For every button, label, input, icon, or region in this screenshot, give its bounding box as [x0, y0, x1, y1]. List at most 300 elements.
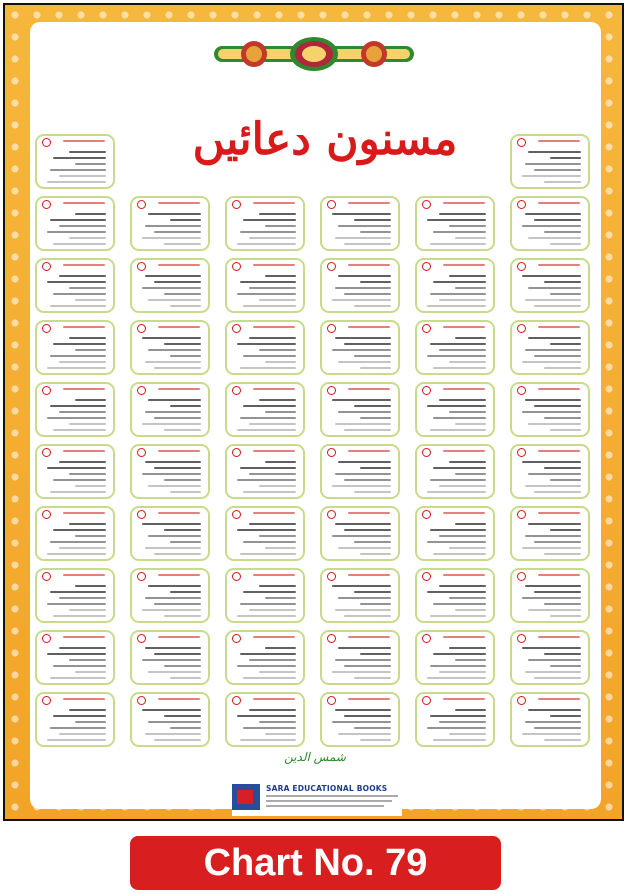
card-text-line: [522, 733, 581, 735]
card-number-icon: [42, 324, 51, 333]
card-text-line: [47, 231, 106, 233]
card-text-line: [59, 547, 106, 549]
chart-number-label: Chart No. 79: [203, 841, 428, 884]
card-text-line: [47, 281, 106, 283]
card-text-line: [53, 343, 106, 345]
card-text-line: [332, 485, 391, 487]
card-text-line: [455, 523, 486, 525]
card-text-line: [69, 237, 106, 239]
card-text-line: [142, 237, 201, 239]
card-text-line: [75, 721, 106, 723]
chart-number-badge: [130, 836, 501, 890]
card-text-line: [240, 231, 296, 233]
card-text-line: [433, 739, 486, 741]
publisher-logo-icon: [232, 784, 260, 810]
card-text-line: [338, 597, 391, 599]
card-heading-line: [63, 326, 105, 328]
card-text-line: [439, 485, 486, 487]
dua-card: [35, 258, 115, 313]
card-text-line: [335, 709, 391, 711]
card-text-line: [354, 305, 391, 307]
card-text-line: [240, 281, 296, 283]
card-text-line: [525, 163, 581, 165]
dua-card: [320, 320, 400, 375]
card-text-line: [335, 659, 391, 661]
card-text-line: [148, 671, 201, 673]
card-text-line: [544, 181, 581, 183]
card-heading-line: [253, 450, 295, 452]
card-text-line: [69, 337, 106, 339]
card-text-line: [145, 547, 201, 549]
card-text-line: [550, 715, 581, 717]
card-text-line: [335, 523, 391, 525]
card-text-line: [145, 647, 201, 649]
card-text-line: [550, 243, 581, 245]
card-text-line: [75, 213, 106, 215]
card-heading-line: [443, 326, 485, 328]
card-heading-line: [348, 698, 390, 700]
dua-card: [35, 134, 115, 189]
card-text-line: [550, 429, 581, 431]
card-heading-line: [538, 574, 580, 576]
card-text-line: [354, 677, 391, 679]
card-text-line: [449, 361, 486, 363]
card-text-line: [47, 367, 106, 369]
card-number-icon: [517, 696, 526, 705]
dua-card: [510, 568, 590, 623]
card-number-icon: [422, 200, 431, 209]
card-text-line: [259, 485, 296, 487]
card-text-line: [360, 653, 391, 655]
card-text-line: [148, 721, 201, 723]
card-text-line: [154, 281, 201, 283]
card-text-line: [525, 721, 581, 723]
card-number-icon: [327, 262, 336, 271]
card-heading-line: [443, 388, 485, 390]
card-text-line: [164, 243, 201, 245]
card-heading-line: [348, 388, 390, 390]
card-text-line: [243, 491, 296, 493]
card-text-line: [59, 175, 106, 177]
card-text-line: [142, 287, 201, 289]
card-text-line: [259, 299, 296, 301]
card-heading-line: [158, 574, 200, 576]
card-text-line: [528, 659, 581, 661]
card-text-line: [170, 541, 201, 543]
card-text-line: [142, 473, 201, 475]
card-text-line: [522, 411, 581, 413]
dua-card: [130, 568, 210, 623]
card-text-line: [528, 523, 581, 525]
card-text-line: [525, 299, 581, 301]
card-number-icon: [232, 386, 241, 395]
dua-card: [130, 320, 210, 375]
dua-card: [130, 382, 210, 437]
card-text-line: [170, 305, 201, 307]
card-text-line: [455, 237, 486, 239]
card-text-line: [338, 547, 391, 549]
card-text-line: [237, 615, 296, 617]
card-heading-line: [158, 512, 200, 514]
card-text-line: [534, 491, 581, 493]
card-text-line: [170, 219, 201, 221]
card-heading-line: [443, 264, 485, 266]
card-heading-line: [538, 698, 580, 700]
card-text-line: [53, 293, 106, 295]
card-number-icon: [517, 138, 526, 147]
dua-card: [130, 444, 210, 499]
dua-card: [510, 134, 590, 189]
poster-sheet: [30, 22, 601, 809]
card-text-line: [53, 479, 106, 481]
poster-frame: [3, 3, 624, 821]
card-text-line: [522, 547, 581, 549]
card-text-line: [69, 473, 106, 475]
dua-card: [225, 692, 305, 747]
card-text-line: [145, 597, 201, 599]
card-text-line: [148, 299, 201, 301]
card-number-icon: [517, 448, 526, 457]
card-text-line: [430, 615, 486, 617]
card-number-icon: [517, 324, 526, 333]
card-heading-line: [158, 202, 200, 204]
card-text-line: [544, 281, 581, 283]
card-number-icon: [422, 634, 431, 643]
dua-card: [35, 506, 115, 561]
card-text-line: [53, 429, 106, 431]
card-text-line: [75, 485, 106, 487]
card-text-line: [544, 367, 581, 369]
artist-signature: شمس الدین: [284, 750, 346, 764]
card-text-line: [164, 529, 201, 531]
card-text-line: [265, 597, 296, 599]
card-text-line: [53, 529, 106, 531]
dua-card: [320, 382, 400, 437]
dua-card: [510, 506, 590, 561]
ornament-icon: [214, 36, 414, 72]
card-number-icon: [517, 200, 526, 209]
dua-card: [320, 196, 400, 251]
card-text-line: [50, 405, 106, 407]
card-text-line: [534, 219, 581, 221]
card-text-line: [525, 349, 581, 351]
card-text-line: [522, 361, 581, 363]
card-text-line: [265, 225, 296, 227]
card-heading-line: [348, 512, 390, 514]
card-text-line: [455, 423, 486, 425]
dua-card: [35, 568, 115, 623]
dua-card: [415, 630, 495, 685]
dua-card: [225, 568, 305, 623]
dua-card: [510, 320, 590, 375]
card-number-icon: [137, 696, 146, 705]
card-number-icon: [42, 572, 51, 581]
card-text-line: [59, 275, 106, 277]
card-number-icon: [422, 572, 431, 581]
publisher-name: SARA EDUCATIONAL BOOKS: [266, 784, 388, 793]
card-number-icon: [232, 200, 241, 209]
card-text-line: [335, 287, 391, 289]
card-text-line: [360, 553, 391, 555]
card-text-line: [550, 157, 581, 159]
card-heading-line: [443, 574, 485, 576]
card-text-line: [69, 709, 106, 711]
card-text-line: [427, 677, 486, 679]
card-text-line: [360, 231, 391, 233]
card-text-line: [528, 237, 581, 239]
card-heading-line: [253, 512, 295, 514]
card-text-line: [449, 411, 486, 413]
card-heading-line: [253, 202, 295, 204]
card-text-line: [53, 665, 106, 667]
card-text-line: [360, 467, 391, 469]
card-heading-line: [253, 574, 295, 576]
card-text-line: [164, 715, 201, 717]
card-text-line: [332, 399, 391, 401]
dua-card: [35, 382, 115, 437]
card-heading-line: [538, 450, 580, 452]
card-text-line: [50, 491, 106, 493]
card-text-line: [433, 467, 486, 469]
card-heading-line: [253, 388, 295, 390]
card-heading-line: [538, 512, 580, 514]
card-text-line: [249, 659, 296, 661]
card-text-line: [550, 293, 581, 295]
card-text-line: [338, 411, 391, 413]
card-text-line: [237, 479, 296, 481]
card-number-icon: [327, 200, 336, 209]
card-text-line: [154, 467, 201, 469]
card-text-line: [360, 367, 391, 369]
card-number-icon: [327, 572, 336, 581]
card-number-icon: [422, 510, 431, 519]
card-text-line: [427, 219, 486, 221]
card-text-line: [332, 585, 391, 587]
card-text-line: [534, 405, 581, 407]
card-heading-line: [538, 636, 580, 638]
card-text-line: [354, 219, 391, 221]
card-text-line: [154, 739, 201, 741]
card-text-line: [237, 343, 296, 345]
card-text-line: [522, 175, 581, 177]
card-number-icon: [422, 324, 431, 333]
card-heading-line: [538, 326, 580, 328]
card-heading-line: [63, 636, 105, 638]
card-text-line: [259, 671, 296, 673]
card-number-icon: [232, 448, 241, 457]
card-text-line: [75, 163, 106, 165]
card-text-line: [142, 337, 201, 339]
card-text-line: [69, 151, 106, 153]
card-heading-line: [158, 450, 200, 452]
card-text-line: [69, 609, 106, 611]
card-text-line: [332, 671, 391, 673]
card-text-line: [439, 585, 486, 587]
dua-card: [225, 444, 305, 499]
card-text-line: [525, 535, 581, 537]
card-text-line: [550, 479, 581, 481]
card-text-line: [528, 287, 581, 289]
card-text-line: [344, 615, 391, 617]
card-text-line: [344, 243, 391, 245]
card-text-line: [439, 721, 486, 723]
card-text-line: [170, 355, 201, 357]
card-text-line: [170, 591, 201, 593]
dua-card: [320, 568, 400, 623]
dua-card: [510, 196, 590, 251]
card-text-line: [259, 585, 296, 587]
card-text-line: [170, 405, 201, 407]
card-text-line: [544, 603, 581, 605]
card-text-line: [154, 231, 201, 233]
card-text-line: [360, 281, 391, 283]
card-text-line: [335, 473, 391, 475]
card-text-line: [525, 585, 581, 587]
card-text-line: [53, 615, 106, 617]
card-text-line: [433, 281, 486, 283]
card-text-line: [360, 739, 391, 741]
dua-card: [35, 196, 115, 251]
dua-card: [320, 444, 400, 499]
card-text-line: [259, 213, 296, 215]
card-text-line: [243, 355, 296, 357]
card-text-line: [525, 213, 581, 215]
card-text-line: [544, 739, 581, 741]
card-number-icon: [42, 696, 51, 705]
dua-card: [415, 506, 495, 561]
card-text-line: [59, 411, 106, 413]
card-text-line: [335, 337, 391, 339]
card-number-icon: [327, 386, 336, 395]
card-text-line: [427, 305, 486, 307]
card-text-line: [332, 213, 391, 215]
dua-card: [415, 258, 495, 313]
card-text-line: [47, 417, 106, 419]
card-text-line: [240, 653, 296, 655]
card-heading-line: [158, 388, 200, 390]
card-text-line: [265, 361, 296, 363]
card-heading-line: [348, 264, 390, 266]
card-text-line: [544, 653, 581, 655]
card-text-line: [335, 237, 391, 239]
card-text-line: [145, 275, 201, 277]
card-text-line: [338, 733, 391, 735]
card-heading-line: [538, 388, 580, 390]
card-text-line: [430, 343, 486, 345]
card-text-line: [145, 225, 201, 227]
card-text-line: [433, 417, 486, 419]
card-text-line: [433, 603, 486, 605]
card-text-line: [154, 653, 201, 655]
card-text-line: [354, 355, 391, 357]
card-number-icon: [232, 696, 241, 705]
card-number-icon: [42, 634, 51, 643]
card-text-line: [154, 553, 201, 555]
card-text-line: [344, 529, 391, 531]
card-number-icon: [327, 634, 336, 643]
card-heading-line: [443, 450, 485, 452]
card-text-line: [427, 541, 486, 543]
card-text-line: [75, 399, 106, 401]
card-text-line: [544, 231, 581, 233]
card-text-line: [145, 411, 201, 413]
card-text-line: [59, 647, 106, 649]
dua-card: [320, 630, 400, 685]
card-text-line: [338, 361, 391, 363]
card-text-line: [522, 275, 581, 277]
card-heading-line: [538, 202, 580, 204]
card-text-line: [243, 541, 296, 543]
card-text-line: [75, 671, 106, 673]
card-number-icon: [517, 262, 526, 271]
card-number-icon: [42, 510, 51, 519]
card-text-line: [249, 423, 296, 425]
card-text-line: [439, 399, 486, 401]
card-text-line: [534, 591, 581, 593]
card-text-line: [455, 659, 486, 661]
card-number-icon: [137, 262, 146, 271]
card-text-line: [243, 677, 296, 679]
card-text-line: [338, 225, 391, 227]
card-heading-line: [63, 140, 105, 142]
card-heading-line: [158, 326, 200, 328]
card-text-line: [154, 367, 201, 369]
dua-card: [415, 196, 495, 251]
card-number-icon: [137, 634, 146, 643]
card-text-line: [427, 491, 486, 493]
card-text-line: [338, 647, 391, 649]
card-text-line: [259, 535, 296, 537]
card-text-line: [53, 243, 106, 245]
card-text-line: [59, 361, 106, 363]
card-text-line: [430, 529, 486, 531]
card-text-line: [534, 355, 581, 357]
dua-card: [415, 382, 495, 437]
card-text-line: [528, 609, 581, 611]
card-heading-line: [348, 202, 390, 204]
card-text-line: [455, 337, 486, 339]
card-text-line: [354, 591, 391, 593]
card-number-icon: [232, 572, 241, 581]
card-text-line: [59, 461, 106, 463]
card-text-line: [148, 349, 201, 351]
card-text-line: [433, 231, 486, 233]
dua-card: [510, 382, 590, 437]
card-heading-line: [63, 264, 105, 266]
card-text-line: [148, 399, 201, 401]
card-text-line: [240, 553, 296, 555]
card-text-line: [50, 677, 106, 679]
card-text-line: [265, 647, 296, 649]
card-text-line: [455, 473, 486, 475]
dua-card: [415, 692, 495, 747]
card-text-line: [249, 237, 296, 239]
card-text-line: [53, 715, 106, 717]
card-text-line: [534, 677, 581, 679]
card-text-line: [528, 337, 581, 339]
card-number-icon: [232, 510, 241, 519]
card-text-line: [427, 591, 486, 593]
card-text-line: [145, 361, 201, 363]
card-number-icon: [422, 696, 431, 705]
dua-card: [130, 506, 210, 561]
card-number-icon: [137, 324, 146, 333]
card-number-icon: [232, 324, 241, 333]
card-number-icon: [327, 324, 336, 333]
card-text-line: [265, 547, 296, 549]
card-text-line: [145, 733, 201, 735]
card-text-line: [249, 523, 296, 525]
